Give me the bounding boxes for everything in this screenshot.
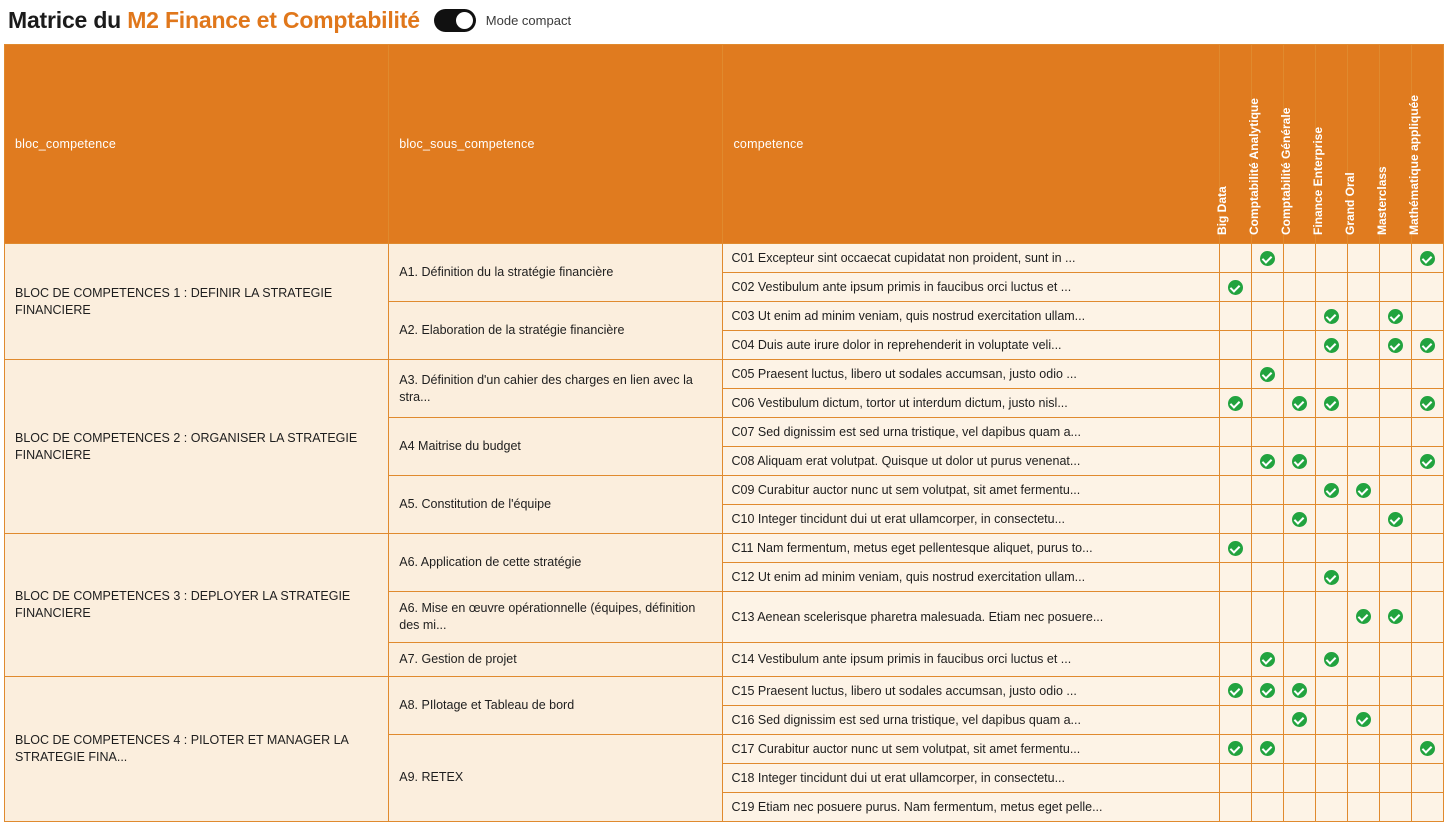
competence-cell-c02: C02 Vestibulum ante ipsum primis in faucibus orci luctus et ... [723, 273, 1219, 302]
mark-cell-c18-2[interactable] [1283, 763, 1315, 792]
check-icon [1356, 712, 1371, 727]
mark-cell-c06-1[interactable] [1251, 389, 1283, 418]
mark-cell-c08-6[interactable] [1411, 447, 1443, 476]
table-row [5, 244, 1444, 273]
mark-cell-c17-4[interactable] [1347, 734, 1379, 763]
mark-cell-c09-3[interactable] [1315, 476, 1347, 505]
mark-cell-c01-5[interactable] [1379, 244, 1411, 273]
course-label-0: Big Data [1215, 186, 1230, 235]
competence-cell-c15: C15 Praesent luctus, libero ut sodales accumsan, justo odio ... [723, 676, 1219, 705]
sous-competence-cell: A2. Elaboration de la stratégie financière [389, 302, 723, 360]
mark-cell-c09-1[interactable] [1251, 476, 1283, 505]
mark-cell-c07-1[interactable] [1251, 418, 1283, 447]
mark-cell-c13-4[interactable] [1347, 592, 1379, 643]
bloc-competence-cell: BLOC DE COMPETENCES 1 : DEFINIR LA STRATEGIE FINANCIERE [5, 244, 389, 360]
mark-cell-c18-0[interactable] [1219, 763, 1251, 792]
bloc-competence-cell: BLOC DE COMPETENCES 4 : PILOTER ET MANAGER LA STRATEGIE FINA... [5, 676, 389, 821]
mark-cell-c03-0[interactable] [1219, 302, 1251, 331]
check-icon [1292, 512, 1307, 527]
mark-cell-c11-2[interactable] [1283, 534, 1315, 563]
mark-cell-c11-5[interactable] [1379, 534, 1411, 563]
mark-cell-c04-3[interactable] [1315, 331, 1347, 360]
check-icon [1260, 683, 1275, 698]
mark-cell-c19-6[interactable] [1411, 792, 1443, 821]
check-icon [1292, 396, 1307, 411]
sous-competence-cell: A5. Constitution de l'équipe [389, 476, 723, 534]
mark-cell-c05-1[interactable] [1251, 360, 1283, 389]
mark-cell-c11-4[interactable] [1347, 534, 1379, 563]
mark-cell-c13-6[interactable] [1411, 592, 1443, 643]
mark-cell-c10-0[interactable] [1219, 505, 1251, 534]
mark-cell-c12-3[interactable] [1315, 563, 1347, 592]
sous-competence-cell: A8. PIlotage et Tableau de bord [389, 676, 723, 734]
mark-cell-c17-3[interactable] [1315, 734, 1347, 763]
mark-cell-c06-3[interactable] [1315, 389, 1347, 418]
competence-cell-c16: C16 Sed dignissim est sed urna tristique, vel dapibus quam a... [723, 705, 1219, 734]
mark-cell-c05-6[interactable] [1411, 360, 1443, 389]
mark-cell-c07-2[interactable] [1283, 418, 1315, 447]
mark-cell-c15-0[interactable] [1219, 676, 1251, 705]
competence-cell-c11: C11 Nam fermentum, metus eget pellentesque aliquet, purus to... [723, 534, 1219, 563]
mark-cell-c11-6[interactable] [1411, 534, 1443, 563]
mark-cell-c04-6[interactable] [1411, 331, 1443, 360]
mark-cell-c12-4[interactable] [1347, 563, 1379, 592]
mark-cell-c01-1[interactable] [1251, 244, 1283, 273]
mark-cell-c19-5[interactable] [1379, 792, 1411, 821]
mark-cell-c09-0[interactable] [1219, 476, 1251, 505]
mark-cell-c04-5[interactable] [1379, 331, 1411, 360]
check-icon [1324, 570, 1339, 585]
mark-cell-c12-5[interactable] [1379, 563, 1411, 592]
mark-cell-c16-0[interactable] [1219, 705, 1251, 734]
compact-mode-toggle[interactable] [434, 9, 476, 32]
mark-cell-c07-0[interactable] [1219, 418, 1251, 447]
check-icon [1388, 609, 1403, 624]
check-icon [1292, 454, 1307, 469]
table-body [5, 244, 1444, 822]
check-icon [1356, 609, 1371, 624]
mark-cell-c14-1[interactable] [1251, 642, 1283, 676]
check-icon [1228, 541, 1243, 556]
check-icon [1260, 367, 1275, 382]
competence-cell-c14: C14 Vestibulum ante ipsum primis in faucibus orci luctus et ... [723, 642, 1219, 676]
mark-cell-c03-1[interactable] [1251, 302, 1283, 331]
course-label-4: Grand Oral [1343, 172, 1358, 235]
check-icon [1324, 483, 1339, 498]
mark-cell-c19-4[interactable] [1347, 792, 1379, 821]
check-icon [1324, 396, 1339, 411]
mark-cell-c19-2[interactable] [1283, 792, 1315, 821]
page-title [8, 7, 420, 34]
check-icon [1388, 512, 1403, 527]
competence-cell-c10: C10 Integer tincidunt dui ut erat ullamcorper, in consectetu... [723, 505, 1219, 534]
check-icon [1228, 683, 1243, 698]
course-label-6: Mathématique appliquée [1407, 94, 1422, 235]
mark-cell-c01-4[interactable] [1347, 244, 1379, 273]
bloc-competence-cell: BLOC DE COMPETENCES 3 : DEPLOYER LA STRATEGIE FINANCIERE [5, 534, 389, 677]
mark-cell-c02-3[interactable] [1315, 273, 1347, 302]
page-title-prefix: Matrice du [8, 6, 128, 33]
competence-cell-c19: C19 Etiam nec posuere purus. Nam fermentum, metus eget pelle... [723, 792, 1219, 821]
check-icon [1420, 338, 1435, 353]
mark-cell-c10-2[interactable] [1283, 505, 1315, 534]
mark-cell-c02-5[interactable] [1379, 273, 1411, 302]
mark-cell-c05-5[interactable] [1379, 360, 1411, 389]
sous-competence-cell: A6. Mise en œuvre opérationnelle (équipes, définition des mi... [389, 592, 723, 643]
mark-cell-c16-6[interactable] [1411, 705, 1443, 734]
sous-competence-cell: A1. Définition du la stratégie financière [389, 244, 723, 302]
mark-cell-c17-1[interactable] [1251, 734, 1283, 763]
mark-cell-c12-0[interactable] [1219, 563, 1251, 592]
mark-cell-c15-2[interactable] [1283, 676, 1315, 705]
mark-cell-c15-6[interactable] [1411, 676, 1443, 705]
mark-cell-c18-4[interactable] [1347, 763, 1379, 792]
mark-cell-c14-4[interactable] [1347, 642, 1379, 676]
mark-cell-c14-0[interactable] [1219, 642, 1251, 676]
check-icon [1292, 712, 1307, 727]
mark-cell-c13-2[interactable] [1283, 592, 1315, 643]
mark-cell-c13-5[interactable] [1379, 592, 1411, 643]
mark-cell-c13-1[interactable] [1251, 592, 1283, 643]
column-header-course-6[interactable] [1407, 45, 1443, 244]
mark-cell-c07-4[interactable] [1347, 418, 1379, 447]
mark-cell-c07-6[interactable] [1411, 418, 1443, 447]
mark-cell-c10-6[interactable] [1411, 505, 1443, 534]
mark-cell-c11-0[interactable] [1219, 534, 1251, 563]
mark-cell-c06-6[interactable] [1411, 389, 1443, 418]
mark-cell-c11-3[interactable] [1315, 534, 1347, 563]
mark-cell-c14-3[interactable] [1315, 642, 1347, 676]
competence-cell-c07: C07 Sed dignissim est sed urna tristique, vel dapibus quam a... [723, 418, 1219, 447]
mark-cell-c01-6[interactable] [1411, 244, 1443, 273]
mark-cell-c17-6[interactable] [1411, 734, 1443, 763]
check-icon [1260, 652, 1275, 667]
mark-cell-c17-0[interactable] [1219, 734, 1251, 763]
table-row [5, 360, 1444, 389]
sous-competence-cell: A6. Application de cette stratégie [389, 534, 723, 592]
mark-cell-c02-4[interactable] [1347, 273, 1379, 302]
mark-cell-c17-2[interactable] [1283, 734, 1315, 763]
column-header-sous-bloc[interactable]: bloc_sous_competence [389, 45, 723, 244]
check-icon [1420, 396, 1435, 411]
competence-cell-c01: C01 Excepteur sint occaecat cupidatat non proident, sunt in ... [723, 244, 1219, 273]
competence-cell-c05: C05 Praesent luctus, libero ut sodales accumsan, justo odio ... [723, 360, 1219, 389]
check-icon [1260, 741, 1275, 756]
mark-cell-c08-4[interactable] [1347, 447, 1379, 476]
mark-cell-c09-6[interactable] [1411, 476, 1443, 505]
check-icon [1420, 251, 1435, 266]
check-icon [1356, 483, 1371, 498]
mark-cell-c08-1[interactable] [1251, 447, 1283, 476]
course-label-3: Finance Enterprise [1311, 126, 1326, 235]
mark-cell-c15-1[interactable] [1251, 676, 1283, 705]
mark-cell-c09-5[interactable] [1379, 476, 1411, 505]
mark-cell-c11-1[interactable] [1251, 534, 1283, 563]
mark-cell-c04-2[interactable] [1283, 331, 1315, 360]
mark-cell-c05-0[interactable] [1219, 360, 1251, 389]
course-label-5: Masterclass [1375, 166, 1390, 235]
mark-cell-c01-3[interactable] [1315, 244, 1347, 273]
mark-cell-c09-4[interactable] [1347, 476, 1379, 505]
competence-cell-c09: C09 Curabitur auctor nunc ut sem volutpat, sit amet fermentu... [723, 476, 1219, 505]
competence-cell-c13: C13 Aenean scelerisque pharetra malesuada. Etiam nec posuere... [723, 592, 1219, 643]
mark-cell-c19-0[interactable] [1219, 792, 1251, 821]
competence-cell-c17: C17 Curabitur auctor nunc ut sem volutpat, sit amet fermentu... [723, 734, 1219, 763]
mark-cell-c03-2[interactable] [1283, 302, 1315, 331]
mark-cell-c17-5[interactable] [1379, 734, 1411, 763]
check-icon [1292, 683, 1307, 698]
mark-cell-c19-1[interactable] [1251, 792, 1283, 821]
column-header-competence[interactable]: competence [723, 45, 1219, 244]
mark-cell-c02-1[interactable] [1251, 273, 1283, 302]
page-title-accent: M2 Finance et Comptabilité [127, 6, 420, 33]
mark-cell-c12-6[interactable] [1411, 563, 1443, 592]
mark-cell-c15-5[interactable] [1379, 676, 1411, 705]
mark-cell-c04-4[interactable] [1347, 331, 1379, 360]
mark-cell-c15-4[interactable] [1347, 676, 1379, 705]
compact-mode-label: Mode compact [485, 12, 572, 28]
mark-cell-c03-3[interactable] [1315, 302, 1347, 331]
mark-cell-c16-2[interactable] [1283, 705, 1315, 734]
mark-cell-c02-2[interactable] [1283, 273, 1315, 302]
mark-cell-c19-3[interactable] [1315, 792, 1347, 821]
mark-cell-c10-3[interactable] [1315, 505, 1347, 534]
mark-cell-c03-4[interactable] [1347, 302, 1379, 331]
mark-cell-c18-1[interactable] [1251, 763, 1283, 792]
mark-cell-c03-5[interactable] [1379, 302, 1411, 331]
competence-cell-c06: C06 Vestibulum dictum, tortor ut interdum dictum, justo nisl... [723, 389, 1219, 418]
mark-cell-c08-5[interactable] [1379, 447, 1411, 476]
course-label-2: Comptabilité Générale [1279, 107, 1294, 235]
check-icon [1228, 396, 1243, 411]
mark-cell-c01-2[interactable] [1283, 244, 1315, 273]
check-icon [1260, 251, 1275, 266]
mark-cell-c15-3[interactable] [1315, 676, 1347, 705]
mark-cell-c16-5[interactable] [1379, 705, 1411, 734]
check-icon [1420, 454, 1435, 469]
mark-cell-c14-2[interactable] [1283, 642, 1315, 676]
check-icon [1324, 338, 1339, 353]
sous-competence-cell: A9. RETEX [389, 734, 723, 821]
bloc-competence-cell: BLOC DE COMPETENCES 2 : ORGANISER LA STRATEGIE FINANCIERE [5, 360, 389, 534]
mark-cell-c14-6[interactable] [1411, 642, 1443, 676]
mark-cell-c16-3[interactable] [1315, 705, 1347, 734]
mark-cell-c07-5[interactable] [1379, 418, 1411, 447]
mark-cell-c09-2[interactable] [1283, 476, 1315, 505]
mark-cell-c10-1[interactable] [1251, 505, 1283, 534]
mark-cell-c06-5[interactable] [1379, 389, 1411, 418]
mark-cell-c08-3[interactable] [1315, 447, 1347, 476]
mark-cell-c02-0[interactable] [1219, 273, 1251, 302]
mark-cell-c14-5[interactable] [1379, 642, 1411, 676]
check-icon [1324, 309, 1339, 324]
competence-cell-c04: C04 Duis aute irure dolor in reprehenderit in voluptate veli... [723, 331, 1219, 360]
mark-cell-c05-2[interactable] [1283, 360, 1315, 389]
check-icon [1388, 338, 1403, 353]
competence-cell-c08: C08 Aliquam erat volutpat. Quisque ut dolor ut purus venenat... [723, 447, 1219, 476]
mark-cell-c02-6[interactable] [1411, 273, 1443, 302]
toggle-knob [456, 12, 473, 29]
table-row [5, 534, 1444, 563]
mark-cell-c10-5[interactable] [1379, 505, 1411, 534]
mark-cell-c18-3[interactable] [1315, 763, 1347, 792]
check-icon [1420, 741, 1435, 756]
mark-cell-c13-0[interactable] [1219, 592, 1251, 643]
mark-cell-c06-4[interactable] [1347, 389, 1379, 418]
mark-cell-c06-2[interactable] [1283, 389, 1315, 418]
competence-matrix-table [4, 44, 1444, 822]
mark-cell-c04-0[interactable] [1219, 331, 1251, 360]
mark-cell-c18-6[interactable] [1411, 763, 1443, 792]
mark-cell-c05-4[interactable] [1347, 360, 1379, 389]
mark-cell-c04-1[interactable] [1251, 331, 1283, 360]
check-icon [1260, 454, 1275, 469]
sous-competence-cell: A3. Définition d'un cahier des charges en lien avec la stra... [389, 360, 723, 418]
mark-cell-c08-0[interactable] [1219, 447, 1251, 476]
mark-cell-c08-2[interactable] [1283, 447, 1315, 476]
column-header-bloc[interactable]: bloc_competence [5, 45, 389, 244]
competence-cell-c12: C12 Ut enim ad minim veniam, quis nostrud exercitation ullam... [723, 563, 1219, 592]
table-row [5, 676, 1444, 705]
mark-cell-c12-2[interactable] [1283, 563, 1315, 592]
mark-cell-c05-3[interactable] [1315, 360, 1347, 389]
competence-cell-c18: C18 Integer tincidunt dui ut erat ullamcorper, in consectetu... [723, 763, 1219, 792]
check-icon [1388, 309, 1403, 324]
mark-cell-c12-1[interactable] [1251, 563, 1283, 592]
sous-competence-cell: A7. Gestion de projet [389, 642, 723, 676]
mark-cell-c07-3[interactable] [1315, 418, 1347, 447]
competence-cell-c03: C03 Ut enim ad minim veniam, quis nostrud exercitation ullam... [723, 302, 1219, 331]
page-header [0, 0, 1448, 40]
check-icon [1228, 741, 1243, 756]
check-icon [1324, 652, 1339, 667]
sous-competence-cell: A4 Maitrise du budget [389, 418, 723, 476]
course-label-1: Comptabilité Analytique [1247, 98, 1262, 235]
mark-cell-c06-0[interactable] [1219, 389, 1251, 418]
mark-cell-c10-4[interactable] [1347, 505, 1379, 534]
mark-cell-c01-0[interactable] [1219, 244, 1251, 273]
mark-cell-c16-1[interactable] [1251, 705, 1283, 734]
check-icon [1228, 280, 1243, 295]
mark-cell-c13-3[interactable] [1315, 592, 1347, 643]
mark-cell-c18-5[interactable] [1379, 763, 1411, 792]
table-header [5, 45, 1444, 244]
mark-cell-c16-4[interactable] [1347, 705, 1379, 734]
table-header-row [5, 45, 1444, 244]
mark-cell-c03-6[interactable] [1411, 302, 1443, 331]
